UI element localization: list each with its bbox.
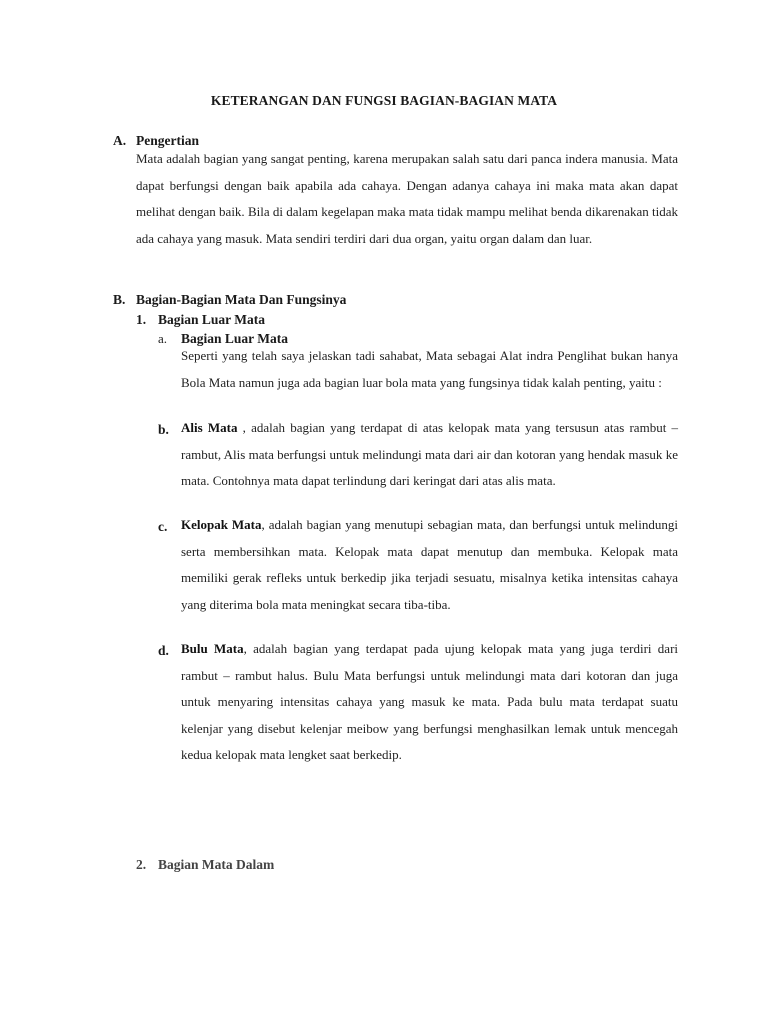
item-b-text: , adalah bagian yang terdapat di atas kelopak mata yang tersusun atas rambut – rambut, Alis mata berfungsi untuk melindungi mata dari air dan kotoran yang hendak masuk ke mata. Contohnya mata dapat terlindung dari keringat dari atas alis mata. <box>181 420 678 488</box>
item-d-paragraph <box>181 636 678 769</box>
item-d-term: Bulu Mata <box>181 641 244 656</box>
document-title: KETERANGAN DAN FUNGSI BAGIAN-BAGIAN MATA <box>210 93 558 108</box>
item-c-paragraph <box>181 512 678 618</box>
subsection-1-heading: Bagian Luar Mata <box>158 312 266 327</box>
item-b-marker: b. <box>158 422 169 437</box>
item-a-marker: a. <box>158 331 168 346</box>
subsection-2-heading: Bagian Mata Dalam <box>158 857 275 872</box>
item-c-term: Kelopak Mata <box>181 517 262 532</box>
subsection-1-marker: 1. <box>136 312 147 327</box>
item-d-marker: d. <box>158 643 169 658</box>
item-a-text: Seperti yang telah saya jelaskan tadi sahabat, Mata sebagai Alat indra Penglihat bukan hanya Bola Mata namun juga ada bagian luar bola mata yang fungsinya tidak kalah penting, yaitu : <box>181 348 678 390</box>
item-c-text: , adalah bagian yang menutupi sebagian mata, dan berfungsi untuk melindungi serta membersihkan mata. Kelopak mata dapat menutup dan membuka. Kelopak mata memiliki gerak refleks untuk berkedip jika terjadi sesuatu, misalnya ketika intensitas cahaya yang diterima bola mata meningkat secara tiba-tiba. <box>181 517 678 612</box>
section-a-marker: A. <box>113 133 127 148</box>
item-b-term: Alis Mata <box>181 420 238 435</box>
subsection-2-marker: 2. <box>136 857 147 872</box>
section-b-heading: Bagian-Bagian Mata Dan Fungsinya <box>136 292 347 307</box>
item-d-text: , adalah bagian yang terdapat pada ujung kelopak mata yang juga terdiri dari rambut – rambut halus. Bulu Mata berfungsi untuk melindungi mata dari kotoran dan juga untuk menyaring intensitas cahaya yang masuk ke mata. Pada bulu mata terdapat suatu kelenjar yang disebut kelenjar meibow yang berfungsi menghasilkan lemak untuk mencegah kedua kelopak mata lengket saat berkedip. <box>181 641 679 762</box>
section-a-heading: Pengertian <box>136 133 199 148</box>
item-c-marker: c. <box>158 519 168 534</box>
section-b-marker: B. <box>113 292 126 307</box>
item-b-paragraph <box>181 415 678 495</box>
item-a-term: Bagian Luar Mata <box>181 331 289 346</box>
section-a-paragraph: Mata adalah bagian yang sangat penting, karena merupakan salah satu dari panca indera manusia. Mata dapat berfungsi dengan baik apabila ada cahaya. Dengan adanya cahaya ini maka mata akan dapat melihat dengan baik. Bila di dalam kegelapan maka mata tidak mampu melihat benda dikarenakan tidak ada cahaya yang masuk. Mata sendiri terdiri dari dua organ, yaitu organ dalam dan luar. <box>136 151 678 246</box>
